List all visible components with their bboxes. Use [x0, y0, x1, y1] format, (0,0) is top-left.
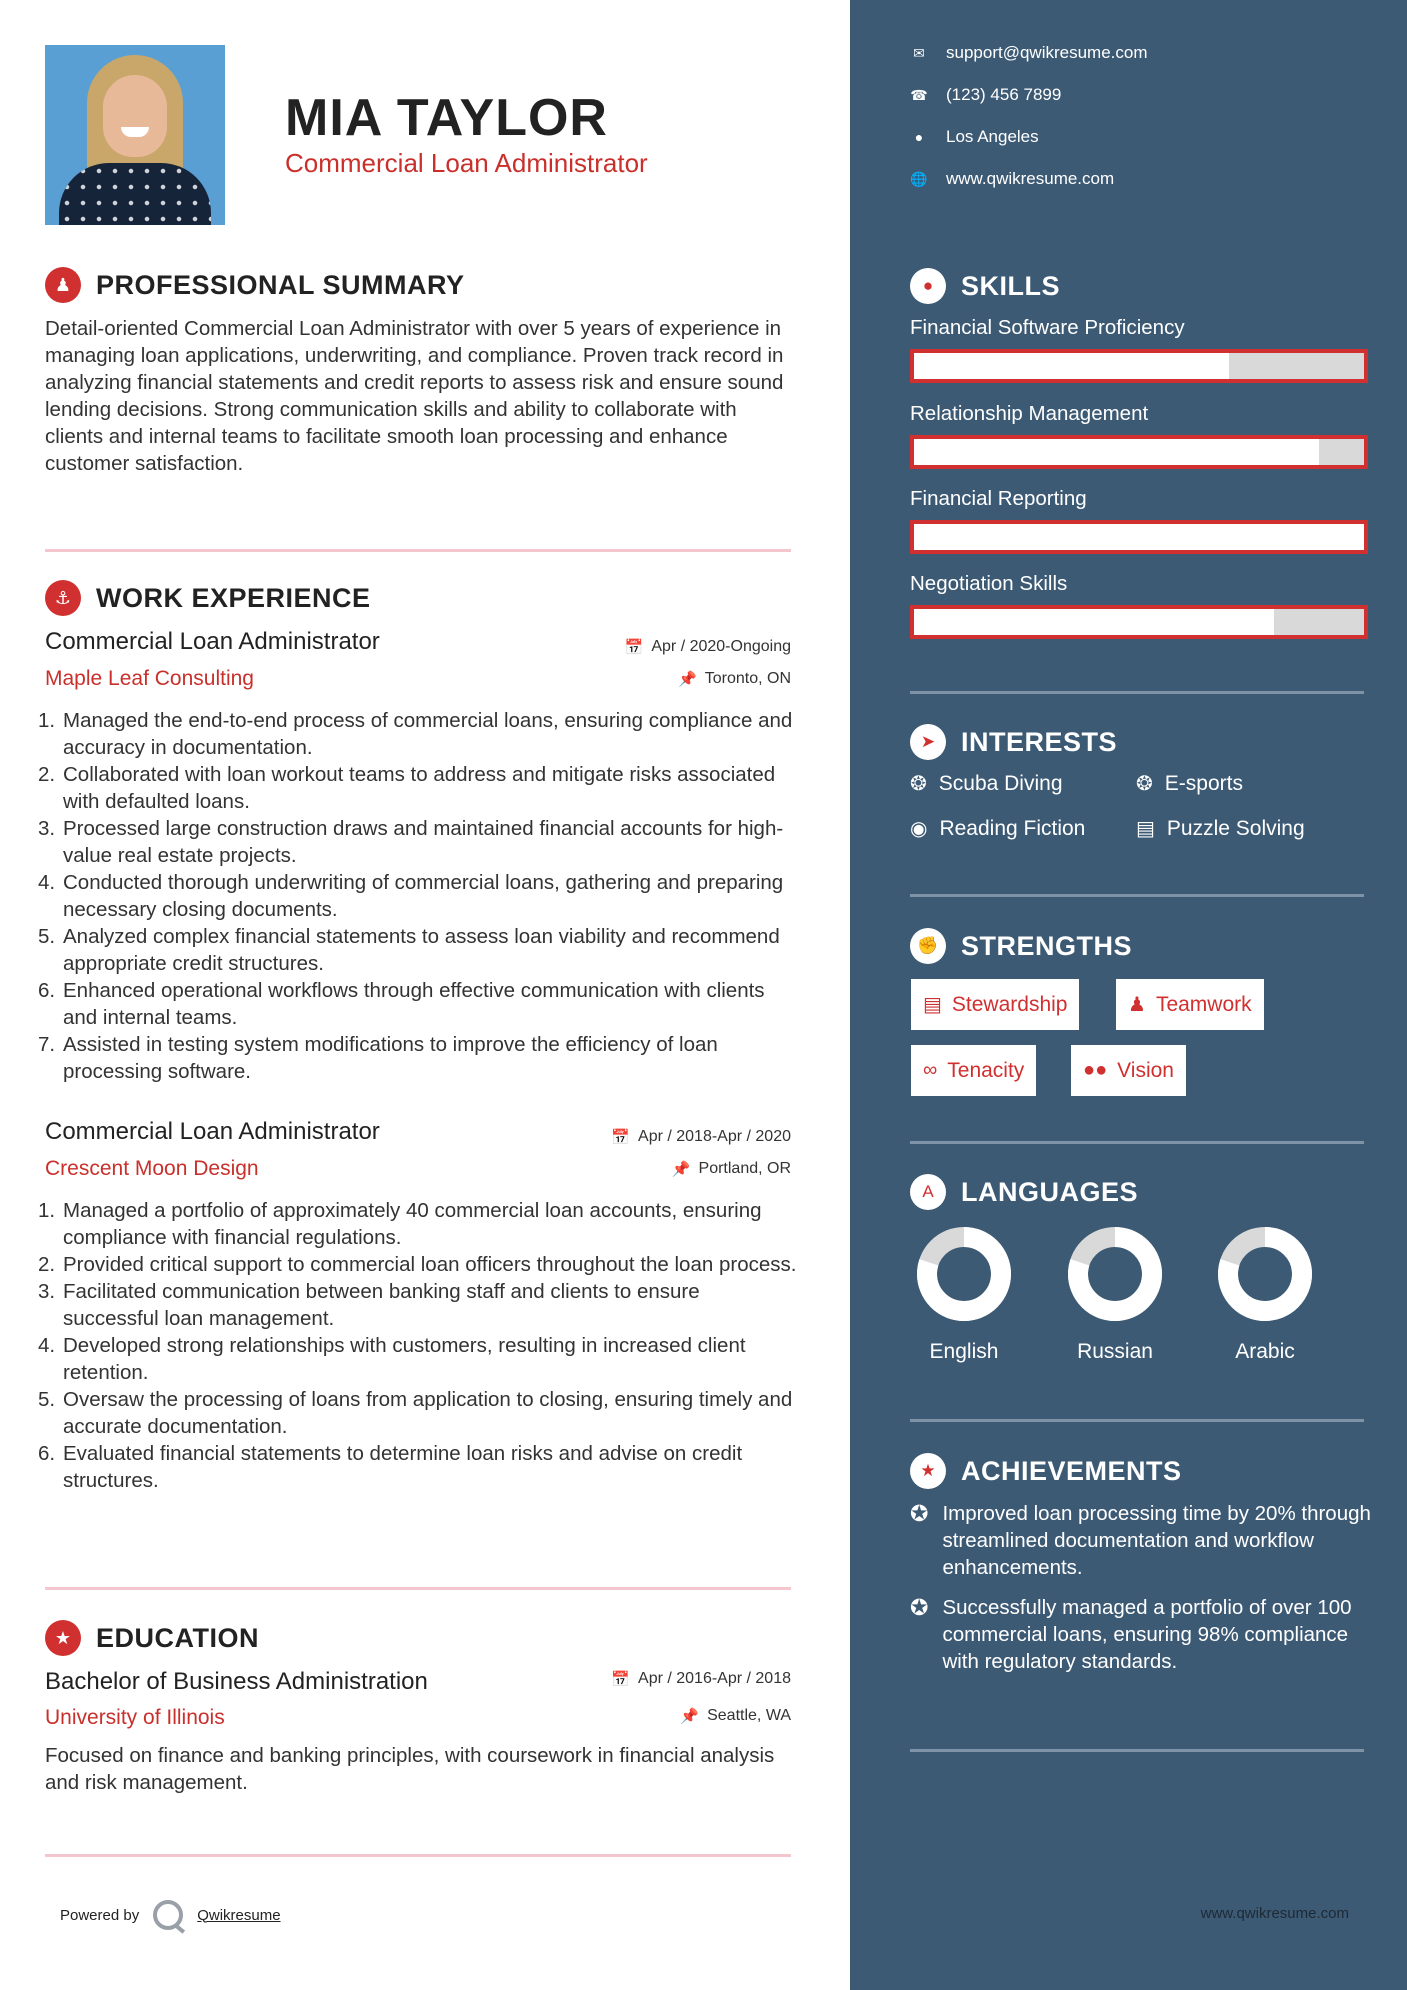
job-dates-text: Apr / 2018-Apr / 2020 [638, 1128, 791, 1145]
education-dates [611, 1670, 791, 1688]
language-item [904, 1226, 1024, 1364]
experience-heading [45, 580, 371, 616]
job-title: Commercial Loan Administrator [45, 628, 380, 655]
language-donut [1217, 1226, 1313, 1322]
strength-tag [911, 1045, 1036, 1096]
contact-location-text: Los Angeles [946, 127, 1039, 146]
interest-item [910, 816, 1085, 841]
skill-bar [910, 605, 1368, 639]
list-item: Managed the end-to-end process of commercial loans, ensuring compliance and accuracy in documentation. [63, 709, 793, 759]
strength-tag [911, 979, 1079, 1030]
strength-label: Vision [1117, 1058, 1174, 1082]
achievements-heading [910, 1453, 1182, 1489]
degree-title: Bachelor of Business Administration [45, 1668, 428, 1695]
strengths-title: STRENGTHS [961, 930, 1133, 961]
language-label: English [929, 1340, 999, 1363]
contact-phone[interactable] [910, 85, 1061, 105]
job-bullets [38, 707, 798, 1085]
strength-tag [1071, 1045, 1186, 1096]
achievement-text: Improved loan processing time by 20% through streamlined documentation and workflow enhancements. [942, 1502, 1371, 1579]
job-title: Commercial Loan Administrator [45, 1118, 380, 1145]
skill-label: Financial Software Proficiency [910, 316, 1185, 339]
calendar-icon: 📅 [624, 639, 644, 656]
interest-item [1136, 771, 1243, 796]
company-name: Maple Leaf Consulting [45, 667, 254, 690]
footer-website[interactable]: www.qwikresume.com [1200, 1905, 1349, 1922]
globe-icon: 🌐 [910, 170, 928, 187]
company-name: Crescent Moon Design [45, 1157, 259, 1180]
briefcase-icon: ⚓ [45, 580, 81, 616]
phone-icon: ☎ [910, 86, 928, 103]
life-ring-icon: ❂ [910, 773, 927, 795]
star-icon: ✪ [910, 1595, 929, 1620]
skill-bar [910, 520, 1368, 554]
pin-icon: 📌 [678, 671, 697, 688]
binoculars-icon: ●● [1083, 1059, 1108, 1081]
skills-heading [910, 268, 1060, 304]
calendar-icon: 📅 [611, 1671, 631, 1688]
summary-heading [45, 267, 465, 303]
contact-website[interactable] [910, 169, 1114, 189]
experience-title: WORK EXPERIENCE [96, 582, 371, 613]
strength-label: Stewardship [951, 992, 1068, 1016]
strengths-heading [910, 928, 1132, 964]
education-dates-text: Apr / 2016-Apr / 2018 [638, 1670, 791, 1687]
powered-by [60, 1900, 281, 1930]
job-bullets [38, 1197, 798, 1494]
job-dates [625, 638, 791, 656]
languages-title: LANGUAGES [961, 1176, 1139, 1207]
interest-label: Scuba Diving [938, 771, 1063, 795]
skill-bar [910, 349, 1368, 383]
candidate-title: Commercial Loan Administrator [285, 148, 648, 178]
education-location [680, 1707, 791, 1725]
job-location-text: Toronto, ON [704, 670, 791, 687]
job-location [672, 1160, 791, 1178]
list-item: Collaborated with loan workout teams to address and mitigate risks associated with defaulted loans. [63, 763, 776, 813]
education-heading [45, 1620, 259, 1656]
contact-phone-text: (123) 456 7899 [946, 85, 1062, 104]
candidate-name: MIA TAYLOR [285, 89, 608, 147]
skills-title: SKILLS [961, 270, 1061, 301]
life-ring-icon: ❂ [1136, 773, 1153, 795]
paper-plane-icon: ➤ [910, 724, 946, 760]
interests-heading [910, 724, 1117, 760]
language-label: Russian [1077, 1340, 1153, 1363]
star-icon: ✪ [910, 1501, 929, 1526]
skill-bar [910, 435, 1368, 469]
job-dates [611, 1128, 791, 1146]
qwikresume-logo-icon [153, 1900, 183, 1930]
skill-label: Negotiation Skills [910, 572, 1068, 595]
section-divider [45, 1854, 791, 1857]
languages-heading [910, 1174, 1138, 1210]
school-name: University of Illinois [45, 1706, 225, 1729]
profile-photo [45, 45, 225, 225]
job-dates-text: Apr / 2020-Ongoing [651, 638, 791, 655]
section-divider [910, 1749, 1364, 1752]
list-item: Provided critical support to commercial loan officers throughout the loan process. [63, 1253, 797, 1276]
achievements-title: ACHIEVEMENTS [961, 1455, 1182, 1486]
achievement-item [910, 1594, 1380, 1675]
education-location-text: Seattle, WA [707, 1707, 791, 1724]
language-icon: A [910, 1174, 946, 1210]
link-icon: ∞ [923, 1059, 938, 1081]
strength-label: Tenacity [947, 1058, 1025, 1082]
skill-bar-fill [914, 609, 1274, 635]
interest-item [910, 771, 1063, 796]
powered-by-text: Powered by [60, 1906, 140, 1924]
gamepad-icon: ◉ [910, 818, 928, 840]
book-icon: ▤ [1136, 818, 1155, 840]
map-marker-icon: ● [914, 129, 924, 145]
language-item [1205, 1226, 1325, 1364]
section-divider [45, 1587, 791, 1590]
section-divider [45, 549, 791, 552]
skill-bar-fill [914, 439, 1319, 465]
summary-title: PROFESSIONAL SUMMARY [96, 269, 465, 300]
language-item [1055, 1226, 1175, 1364]
summary-text: Detail-oriented Commercial Loan Administrator with over 5 years of experience in managing loan applications, underwriting, and compliance. Proven track record in analyzing financial statements and credit reports to assess risk and ensure sound lending decisions. Strong communication skills and ability to collaborate with clients and internal teams to facilitate smooth loan processing and enhance customer satisfaction. [45, 317, 784, 475]
briefcase-icon: ▤ [923, 994, 942, 1016]
achievement-text: Successfully managed a portfolio of over 100 commercial loans, ensuring 98% compliance with regulatory standards. [942, 1596, 1352, 1673]
graduation-cap-icon: ★ [45, 1620, 81, 1656]
pin-icon: 📌 [671, 1161, 691, 1178]
strength-tag [1116, 979, 1264, 1030]
achievement-item [910, 1500, 1380, 1581]
interest-label: Puzzle Solving [1166, 816, 1305, 840]
skill-label: Financial Reporting [910, 487, 1087, 510]
contact-email[interactable] [910, 43, 1148, 63]
list-item: Facilitated communication between banking staff and clients to ensure successful loan management. [63, 1280, 700, 1330]
strength-label: Teamwork [1155, 992, 1252, 1016]
list-item: Evaluated financial statements to determine loan risks and advise on credit structures. [63, 1442, 743, 1492]
user-icon: ♟ [45, 267, 81, 303]
language-donut [916, 1226, 1012, 1322]
pin-icon: 📌 [680, 1708, 700, 1725]
skill-bar-fill [914, 353, 1229, 379]
lightbulb-icon: ● [910, 268, 946, 304]
contact-email-text: support@qwikresume.com [946, 43, 1148, 62]
education-title: EDUCATION [96, 1622, 259, 1653]
list-item: Analyzed complex financial statements to assess loan viability and recommend appropriate credit structures. [63, 925, 780, 975]
education-description: Focused on finance and banking principles, with coursework in financial analysis and risk management. [45, 1744, 775, 1794]
section-divider [910, 894, 1364, 897]
interest-label: Reading Fiction [939, 816, 1086, 840]
list-item: Developed strong relationships with customers, resulting in increased client retention. [63, 1334, 746, 1384]
language-label: Arabic [1235, 1340, 1295, 1363]
language-donut [1067, 1226, 1163, 1322]
envelope-icon: ✉ [913, 44, 925, 61]
list-item: Processed large construction draws and maintained financial accounts for high-value real estate projects. [63, 817, 784, 867]
section-divider [910, 1141, 1364, 1144]
list-item: Enhanced operational workflows through effective communication with clients and internal teams. [63, 979, 765, 1029]
fist-icon: ✊ [910, 928, 946, 964]
interests-title: INTERESTS [961, 726, 1118, 757]
list-item: Conducted thorough underwriting of commercial loans, gathering and preparing necessary closing documents. [63, 871, 784, 921]
interest-item [1136, 816, 1305, 841]
skill-label: Relationship Management [910, 402, 1149, 425]
job-location [678, 670, 791, 688]
list-item: Assisted in testing system modifications to improve the efficiency of loan processing software. [63, 1033, 718, 1083]
interest-label: E-sports [1164, 771, 1243, 795]
calendar-icon: 📅 [611, 1129, 631, 1146]
list-item: Managed a portfolio of approximately 40 commercial loan accounts, ensuring compliance with financial regulations. [63, 1199, 762, 1249]
skill-bar-fill [914, 524, 1364, 550]
star-badge-icon: ★ [910, 1453, 946, 1489]
qwikresume-link[interactable]: Qwikresume [197, 1906, 281, 1924]
users-icon: ♟ [1128, 994, 1146, 1016]
section-divider [910, 691, 1364, 694]
list-item: Oversaw the processing of loans from application to closing, ensuring timely and accurate documentation. [63, 1388, 793, 1438]
job-location-text: Portland, OR [698, 1160, 791, 1177]
contact-website-text: www.qwikresume.com [946, 169, 1115, 188]
section-divider [910, 1419, 1364, 1422]
contact-location [910, 127, 1039, 147]
sidebar [850, 0, 1407, 1990]
